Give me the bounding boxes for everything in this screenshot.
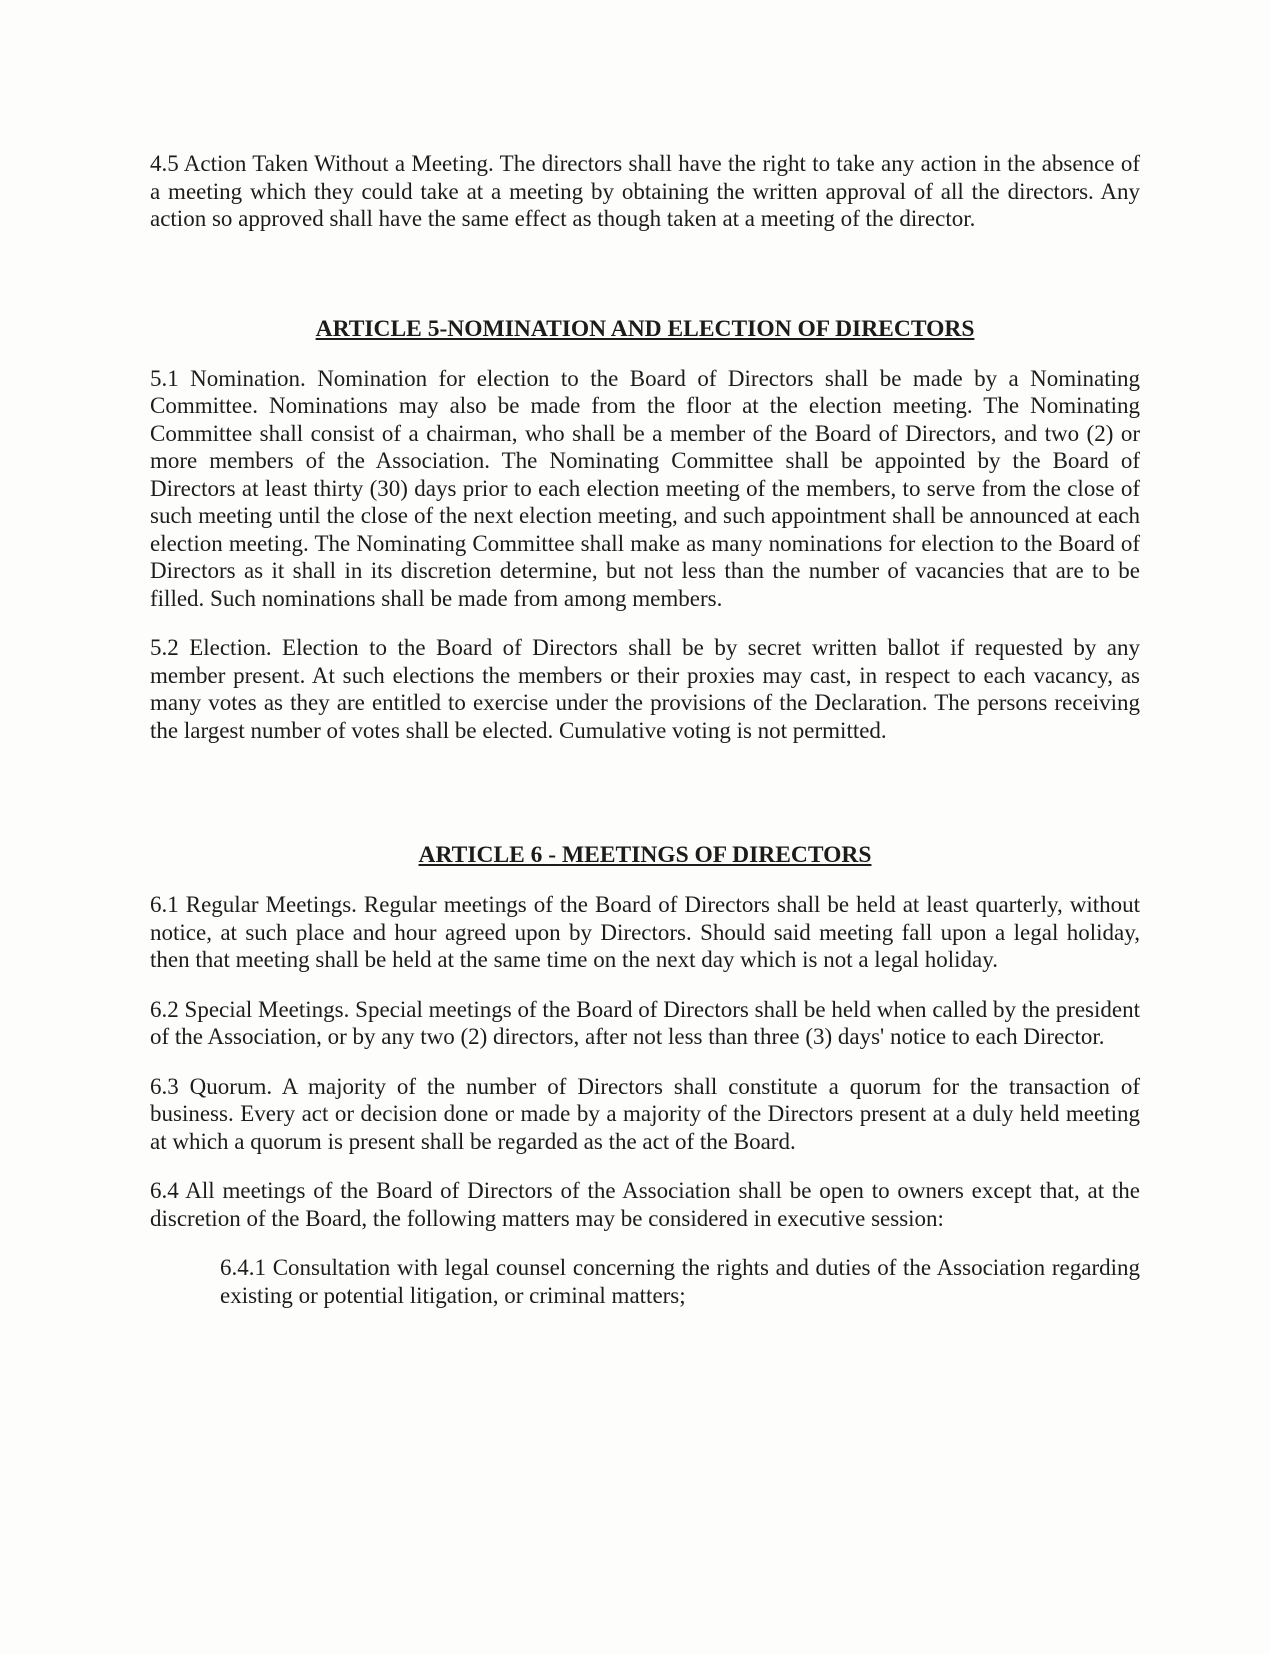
section-6-1-regular-meetings: 6.1 Regular Meetings. Regular meetings of the Board of Directors shall be held at least quarterly, without notice, at such place and hour agreed upon by Directors. Should said meeting fall upon a legal holiday, then that meeting shall be held at the same time on the next day which is not a legal holiday. <box>150 892 1140 972</box>
section-6-3-quorum: 6.3 Quorum. A majority of the number of Directors shall constitute a quorum for the transaction of business. Every act or decision done or made by a majority of the Directors present at a duly held meeting at which a quorum is present shall be regarded as the act of the Board. <box>150 1073 1140 1154</box>
document-body <box>150 150 1140 1309</box>
section-6-2-special-meetings: 6.2 Special Meetings. Special meetings of the Board of Directors shall be held when called by the president of the Association, or by any two (2) directors, after not less than three (3) days' notice to each Director. <box>150 996 1140 1049</box>
section-4-5-action-without-meeting: 4.5 Action Taken Without a Meeting. The directors shall have the right to take any action in the absence of a meeting which they could take at a meeting by obtaining the written approval of all the directors. Any action so approved shall have the same effect as though taken at a meeting of the director. <box>150 151 1140 231</box>
section-6-4-1-legal-counsel: 6.4.1 Consultation with legal counsel concerning the rights and duties of the Association regarding existing or potential litigation, or criminal matters; <box>220 1255 1140 1308</box>
section-5-1-nomination: 5.1 Nomination. Nomination for election to the Board of Directors shall be made by a Nominating Committee. Nominations may also be made from the floor at the election meeting. The Nominating Committee shall consist of a chairman, who shall be a member of the Board of Directors, and two (2) or more members of the Association. The Nominating Committee shall be appointed by the Board of Directors at least thirty (30) days prior to each election meeting of the members, to serve from the close of such meeting until the close of the next election meeting, and such appointment shall be announced at each election meeting. The Nominating Committee shall make as many nominations for election to the Board of Directors as it shall in its discretion determine, but not less than the number of vacancies that are to be filled. Such nominations shall be made from among members. <box>150 365 1140 611</box>
article-5-heading: ARTICLE 5-NOMINATION AND ELECTION OF DIRECTORS <box>315 315 975 342</box>
section-5-2-election: 5.2 Election. Election to the Board of Directors shall be by secret written ballot if requested by any member present. At such elections the members or their proxies may cast, in respect to each vacancy, as many votes as they are entitled to exercise under the provisions of the Declaration. The persons receiving the largest number of votes shall be elected. Cumulative voting is not permitted. <box>150 635 1140 743</box>
section-6-4-open-meetings: 6.4 All meetings of the Board of Directors of the Association shall be open to owners except that, at the discretion of the Board, the following matters may be considered in executive session: <box>150 1178 1140 1231</box>
article-6-heading: ARTICLE 6 - MEETINGS OF DIRECTORS <box>418 842 872 868</box>
